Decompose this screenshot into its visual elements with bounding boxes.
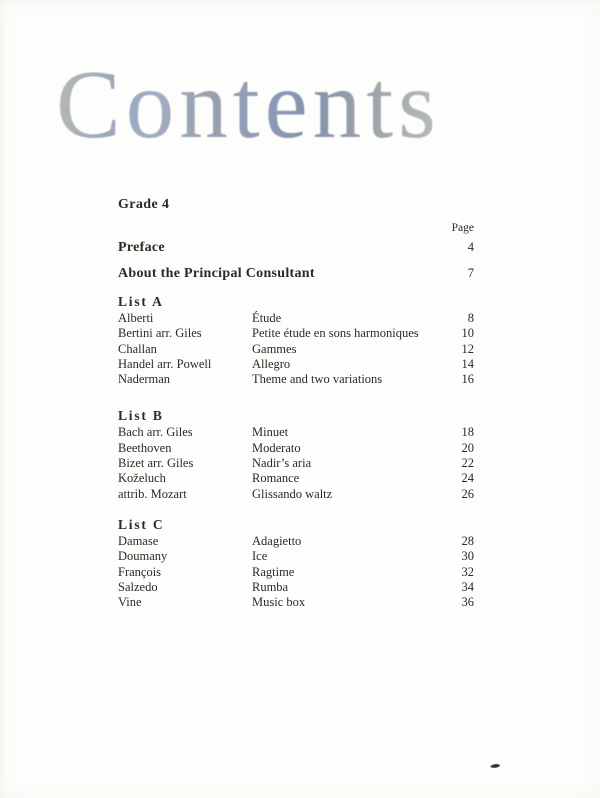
composer-name: Challan [118, 341, 157, 356]
section-heading: List A [118, 294, 164, 309]
toc-section [118, 517, 474, 610]
piece-title: Ragtime [252, 564, 295, 579]
front-matter-list [118, 239, 474, 282]
page-number: 32 [461, 564, 474, 579]
stray-ink-mark [490, 763, 500, 768]
page-number: 8 [467, 311, 474, 325]
composer-name: Damase [118, 533, 159, 548]
composer-name: Koželuch [118, 471, 166, 486]
toc-section [118, 408, 474, 501]
table-of-contents [118, 197, 474, 610]
section-rows [118, 311, 474, 387]
toc-row [118, 487, 474, 502]
composer-name: François [118, 564, 162, 579]
piece-title: Music box [252, 595, 306, 610]
page-number: 20 [461, 440, 474, 455]
page-number: 12 [461, 341, 474, 356]
toc-row [118, 311, 474, 326]
toc-row [118, 357, 474, 372]
page-number: 16 [461, 372, 474, 387]
piece-title: Nadir’s aria [252, 456, 312, 471]
piece-title: Theme and two variations [252, 372, 383, 387]
composer-name: Handel arr. Powell [118, 356, 212, 371]
page-number: 18 [461, 425, 474, 440]
section-rows [118, 425, 474, 501]
piece-title: Minuet [252, 425, 289, 440]
composer-name: Alberti [118, 311, 154, 325]
section-list [118, 294, 474, 610]
piece-title: Étude [252, 311, 282, 325]
piece-title: Moderato [252, 440, 301, 455]
toc-row [118, 549, 474, 564]
composer-name: Doumany [118, 549, 168, 564]
toc-row [118, 580, 474, 595]
page-column-label: Page [451, 222, 474, 234]
toc-row [118, 456, 474, 471]
page-number: 24 [461, 471, 474, 486]
composer-name: Salzedo [118, 579, 158, 594]
piece-title: Petite étude en sons harmoniques [252, 326, 419, 341]
toc-row [118, 471, 474, 486]
composer-name: Bertini arr. Giles [118, 326, 202, 341]
section-heading: List C [118, 516, 165, 532]
toc-row [118, 326, 474, 341]
page-number: 22 [461, 456, 474, 471]
composer-name: Vine [118, 595, 142, 610]
composer-name: Beethoven [118, 440, 172, 455]
section-heading: List B [118, 408, 164, 424]
composer-name: Naderman [118, 372, 171, 387]
page-number: 30 [461, 549, 474, 564]
composer-name: Bach arr. Giles [118, 425, 193, 440]
front-matter-label: About the Principal Consultant [118, 266, 315, 281]
toc-row [118, 425, 474, 440]
toc-row [118, 565, 474, 580]
page-number: 34 [461, 579, 474, 594]
toc-row [118, 441, 474, 456]
front-matter-row [118, 265, 474, 282]
front-matter-label: Preface [118, 240, 165, 255]
piece-title: Allegro [252, 356, 291, 371]
front-matter-row [118, 239, 474, 256]
piece-title: Adagietto [252, 533, 302, 548]
page-number: 4 [467, 240, 474, 254]
page-number: 28 [461, 533, 474, 548]
toc-row [118, 372, 474, 387]
page-number: 14 [461, 356, 474, 371]
piece-title: Ice [252, 549, 268, 564]
piece-title: Rumba [252, 579, 289, 594]
piece-title: Glissando waltz [252, 486, 333, 501]
toc-row [118, 595, 474, 610]
page-number: 7 [467, 266, 474, 280]
piece-title: Gammes [252, 341, 297, 356]
toc-section [118, 294, 474, 387]
page-number: 10 [461, 326, 474, 341]
page-number: 36 [461, 595, 474, 610]
toc-row [118, 342, 474, 357]
piece-title: Romance [252, 471, 300, 486]
composer-name: attrib. Mozart [118, 486, 187, 501]
toc-row [118, 534, 474, 549]
composer-name: Bizet arr. Giles [118, 456, 194, 471]
page-number: 26 [461, 486, 474, 501]
grade-heading: Grade 4 [118, 197, 170, 212]
page-title: Contents [56, 51, 441, 158]
section-rows [118, 534, 474, 610]
